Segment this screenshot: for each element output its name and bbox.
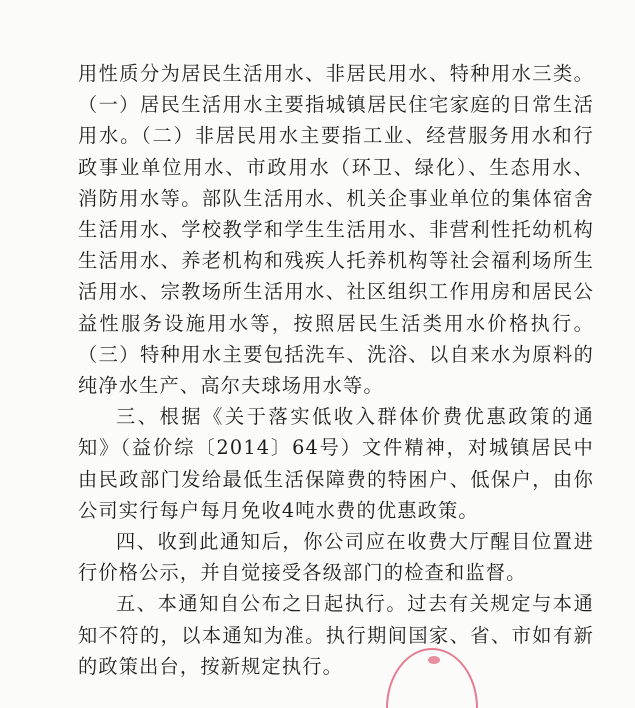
paragraph-water-categories: 用性质分为居民生活用水、非居民用水、特种用水三类。（一）居民生活用水主要指城镇居民住宅家庭的日常生活用水。（二）非居民用水主要指工业、经营服务用水和行政事业单位用水、市政用水（环卫、绿化）、生态用水、消防用水等。部队生活用水、机关企事业单位的集体宿舍生活用水、学校教学和学生生活用水、非营利性托幼机构生活用水、养老机构和残疾人托养机构等社会福利场所生活用水、宗教场所生活用水、社区组织工作用房和居民公益性服务设施用水等，按照居民生活类用水价格执行。（三）特种用水主要包括洗车、洗浴、以自来水为原料的纯净水生产、高尔夫球场用水等。 — [78, 62, 594, 398]
document-body — [78, 58, 594, 682]
paragraph-item-three: 三、根据《关于落实低收入群体价费优惠政策的通知》（益价综〔2014〕64号）文件精神，对城镇居民中由民政部门发给最低生活保障费的特困户、低保户，由你公司实行每户每月免收4吨水费的优惠政策。 — [78, 405, 594, 522]
paragraph-item-four: 四、收到此通知后，你公司应在收费大厅醒目位置进行价格公示，并自觉接受各级部门的检查和监督。 — [78, 530, 594, 585]
paragraph-item-five: 五、本通知自公布之日起执行。过去有关规定与本通知不符的，以本通知为准。执行期间国家、省、市如有新的政策出台，按新规定执行。 — [78, 592, 594, 678]
seal-ink-mark — [428, 656, 440, 664]
